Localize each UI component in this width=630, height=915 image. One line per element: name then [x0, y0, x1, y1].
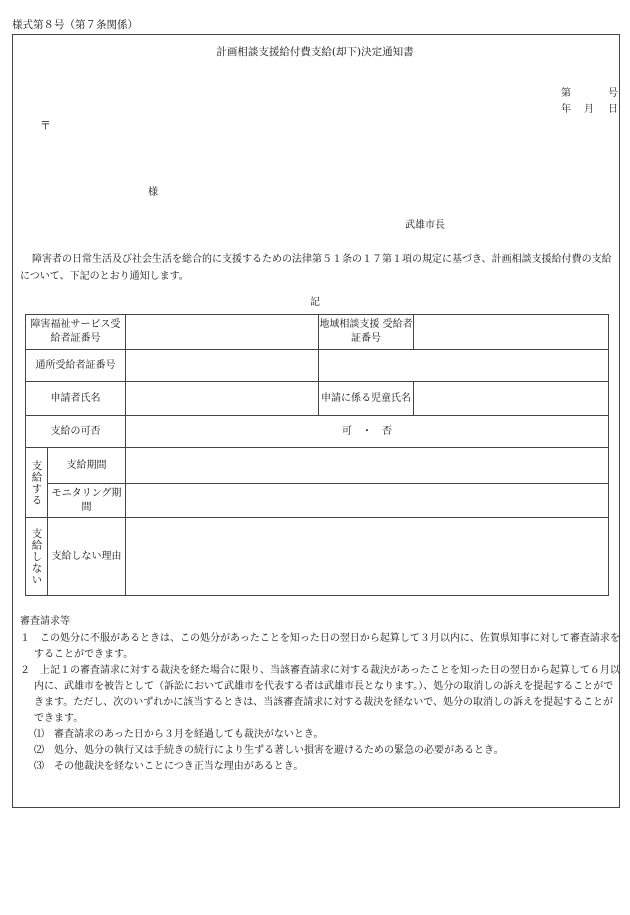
blank-cell	[319, 350, 609, 382]
grant-group	[26, 448, 48, 518]
number-go: 号	[608, 88, 618, 99]
notice-body: 障害者の日常生活及び社会生活を総合的に支援するための法律第５１条の１７第１項の規定に基づき、計画相談支援給付費の支給について、下記のとおり通知します。	[20, 254, 612, 282]
period-field[interactable]	[126, 448, 609, 484]
grant-label: 支給する	[30, 459, 43, 506]
monitoring-field[interactable]	[126, 484, 609, 518]
notes-item-1: １ この処分に不服があるときは、この処分があったことを知った日の翌日から起算して３月以内に、佐賀県知事に対して審査請求をすることができます。	[20, 633, 620, 660]
document-title: 計画相談支援給付費支給(却下)決定通知書	[216, 46, 414, 58]
nogrant-group	[26, 518, 48, 596]
notes-sub-1: ⑴ 審査請求のあった日から３月を経過しても裁決がないとき。	[34, 729, 324, 740]
child-field[interactable]	[414, 382, 609, 416]
notes-sub-3: ⑶ その他裁決を経ないことにつき正当な理由があるとき。	[34, 761, 304, 772]
date-year: 年	[561, 104, 571, 115]
reason-label: 支給しない理由	[48, 518, 126, 596]
nogrant-label: 支給しない	[30, 527, 43, 586]
appeal-notes	[20, 614, 620, 775]
date-month: 月	[584, 104, 594, 115]
regional-no-label: 地域相談支援 受給者証番号	[319, 315, 414, 350]
monitoring-label: モニタリング期間	[48, 484, 126, 518]
welfare-no-boxes[interactable]	[126, 315, 319, 350]
sender-name: 武雄市長	[405, 220, 445, 231]
welfare-no-label: 障害福祉サービス受給者証番号	[26, 315, 126, 350]
notes-item-2: ２ 上記１の審査請求に対する裁決を経た場合に限り、当該審査請求に対する裁決があったことを知った日の翌日から起算して６月以内に、武雄市を被告として（訴訟において武雄市を代表する者は武雄市長となります。）、処分の取消しの訴えを提起することができます。ただし、次のいずれかに該当するときは、当該審査請求に対する裁決を経ないで、処分の取消しの訴えを提起することができます。	[20, 665, 620, 724]
date-day: 日	[608, 104, 618, 115]
commute-no-label: 通所受給者証番号	[26, 350, 126, 382]
period-label: 支給期間	[48, 448, 126, 484]
commute-no-boxes[interactable]	[126, 350, 319, 382]
notes-sub-2: ⑵ 処分、処分の執行又は手続きの続行により生ずる著しい損害を避けるための緊急の必要があるとき。	[34, 745, 504, 756]
ki-heading: 記	[310, 297, 320, 308]
applicant-field[interactable]	[126, 382, 319, 416]
applicant-label: 申請者氏名	[26, 382, 126, 416]
postal-mark: 〒	[40, 119, 51, 132]
reason-field[interactable]	[126, 518, 609, 596]
decision-label: 支給の可否	[26, 416, 126, 448]
notes-heading: 審査請求等	[20, 616, 70, 627]
number-dai: 第	[561, 88, 571, 99]
form-number-label: 様式第８号（第７条関係）	[12, 19, 138, 31]
regional-no-boxes[interactable]	[414, 315, 609, 350]
decision-table	[25, 314, 609, 596]
child-label: 申請に係る児童氏名	[319, 382, 414, 416]
addressee-suffix: 様	[148, 187, 158, 198]
decision-value[interactable]: 可 ・ 否	[126, 416, 609, 448]
